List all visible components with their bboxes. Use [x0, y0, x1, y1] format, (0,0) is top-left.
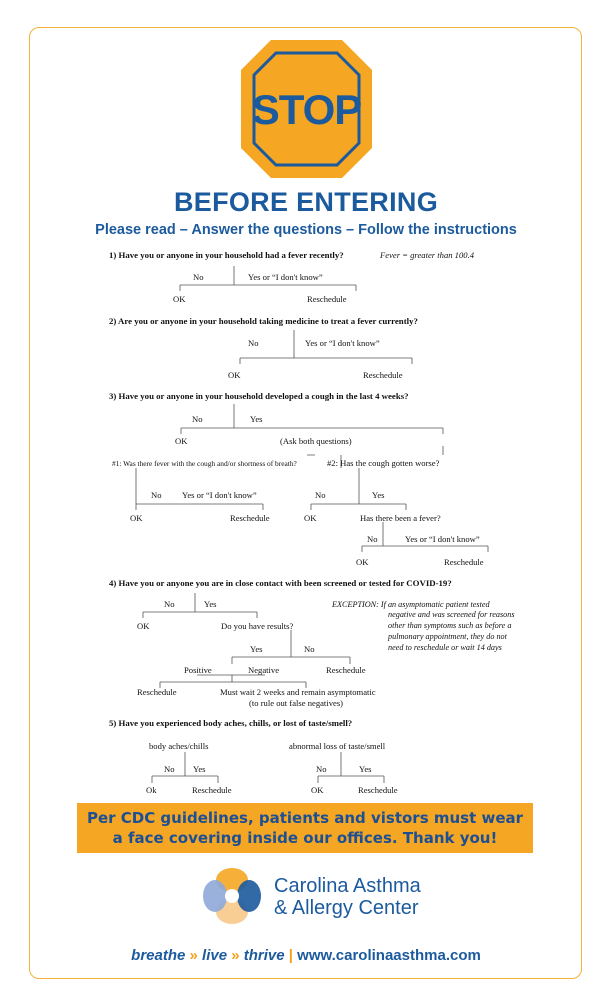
- q4-positive-reschedule: Reschedule: [137, 687, 177, 697]
- page-title: BEFORE ENTERING: [173, 187, 439, 217]
- q3-fever-question: Has there been a fever?: [360, 513, 441, 523]
- q4-ok: OK: [137, 621, 150, 631]
- exception-line-1: EXCEPTION: If an asymptomatic patient tested: [332, 600, 490, 609]
- q4-negative-note-1: Must wait 2 weeks and remain asymptomatic: [220, 687, 376, 697]
- q3-f-yes: Yes or “I don't know”: [405, 534, 480, 544]
- q5-b-ok: OK: [311, 785, 324, 795]
- page-subtitle: Please read – Answer the questions – Follow the instructions: [95, 222, 517, 238]
- footer-separator: |: [288, 947, 293, 964]
- q1-yes: Yes or “I don't know”: [248, 272, 323, 282]
- banner-line-1: Per CDC guidelines, patients and vistors must wear: [86, 809, 524, 827]
- q2-ok: OK: [228, 370, 241, 380]
- q3-s1-reschedule: Reschedule: [230, 513, 270, 523]
- question-2: 2) Are you or anyone in your household taking medicine to treat a fever currently?: [109, 316, 418, 326]
- q3-sub-question-1: #1: Was there fever with the cough and/or shortness of breath?: [112, 459, 297, 468]
- q3-ask-both: (Ask both questions): [280, 436, 352, 446]
- q3-s2-no: No: [315, 490, 326, 500]
- q3-s1-no: No: [151, 490, 162, 500]
- q5-b-no: No: [316, 764, 327, 774]
- q2-no: No: [248, 338, 259, 348]
- question-5: 5) Have you experienced body aches, chills, or lost of taste/smell?: [109, 718, 353, 728]
- q2-reschedule: Reschedule: [363, 370, 403, 380]
- q4-positive: Positive: [184, 665, 212, 675]
- face-covering-banner: [77, 803, 533, 853]
- q4-negative-note-2: (to rule out false negatives): [249, 698, 344, 708]
- q5-a-ok: Ok: [146, 785, 157, 795]
- footer-chevron-2: »: [231, 947, 240, 964]
- q5-a-no: No: [164, 764, 175, 774]
- q4-results-yes: Yes: [250, 644, 263, 654]
- q1-no: No: [193, 272, 204, 282]
- brand-name-line-2: & Allergy Center: [274, 897, 419, 919]
- q3-no: No: [192, 414, 203, 424]
- exception-line-4: pulmonary appointment, they do not: [388, 632, 507, 641]
- logo-icon: [203, 868, 261, 924]
- fever-note: Fever = greater than 100.4: [380, 250, 475, 260]
- footer-tagline: [0, 947, 612, 964]
- q5-b-yes: Yes: [359, 764, 372, 774]
- banner-line-2: a face covering inside our offices. Thank you!: [112, 829, 498, 847]
- footer-chevron-1: »: [189, 947, 198, 964]
- q3-s1-yes: Yes or “I don't know”: [182, 490, 257, 500]
- q3-f-reschedule: Reschedule: [444, 557, 484, 567]
- q1-reschedule: Reschedule: [307, 294, 347, 304]
- q5-b-reschedule: Reschedule: [358, 785, 398, 795]
- q3-s2-ok: OK: [304, 513, 317, 523]
- q3-sub-question-2: #2: Has the cough gotten worse?: [327, 458, 440, 468]
- exception-line-3: other than symptoms such as before a: [388, 621, 512, 630]
- q4-no: No: [164, 599, 175, 609]
- q2-yes: Yes or “I don't know”: [305, 338, 380, 348]
- q3-s1-ok: OK: [130, 513, 143, 523]
- brand-name-line-1: Carolina Asthma: [274, 875, 421, 897]
- stop-sign-text: STOP: [251, 86, 362, 133]
- q1-ok: OK: [173, 294, 186, 304]
- q4-results-question: Do you have results?: [221, 621, 294, 631]
- q3-ok: OK: [175, 436, 188, 446]
- exception-line-2: negative and was screened for reasons: [388, 610, 515, 619]
- question-1: 1) Have you or anyone in your household had a fever recently?: [109, 250, 344, 260]
- website-link[interactable]: www.carolinaasthma.com: [297, 947, 481, 964]
- footer-live: live: [202, 947, 228, 964]
- exception-line-5: need to reschedule or wait 14 days: [388, 643, 502, 652]
- q5-a-yes: Yes: [193, 764, 206, 774]
- question-4: 4) Have you or anyone you are in close contact with been screened or tested for COVID-19?: [109, 578, 452, 588]
- question-3: 3) Have you or anyone in your household developed a cough in the last 4 weeks?: [109, 391, 409, 401]
- q3-f-ok: OK: [356, 557, 369, 567]
- footer-breathe: breathe: [131, 947, 186, 964]
- q3-s2-yes: Yes: [372, 490, 385, 500]
- q3-yes: Yes: [250, 414, 263, 424]
- q5-body-aches-label: body aches/chills: [149, 741, 209, 751]
- q5-a-reschedule: Reschedule: [192, 785, 232, 795]
- q4-results-no: No: [304, 644, 315, 654]
- q4-yes: Yes: [204, 599, 217, 609]
- q5-taste-smell-label: abnormal loss of taste/smell: [289, 741, 386, 751]
- q4-no-results-reschedule: Reschedule: [326, 665, 366, 675]
- q4-negative: Negative: [248, 665, 280, 675]
- q3-f-no: No: [367, 534, 378, 544]
- footer-thrive: thrive: [243, 947, 285, 964]
